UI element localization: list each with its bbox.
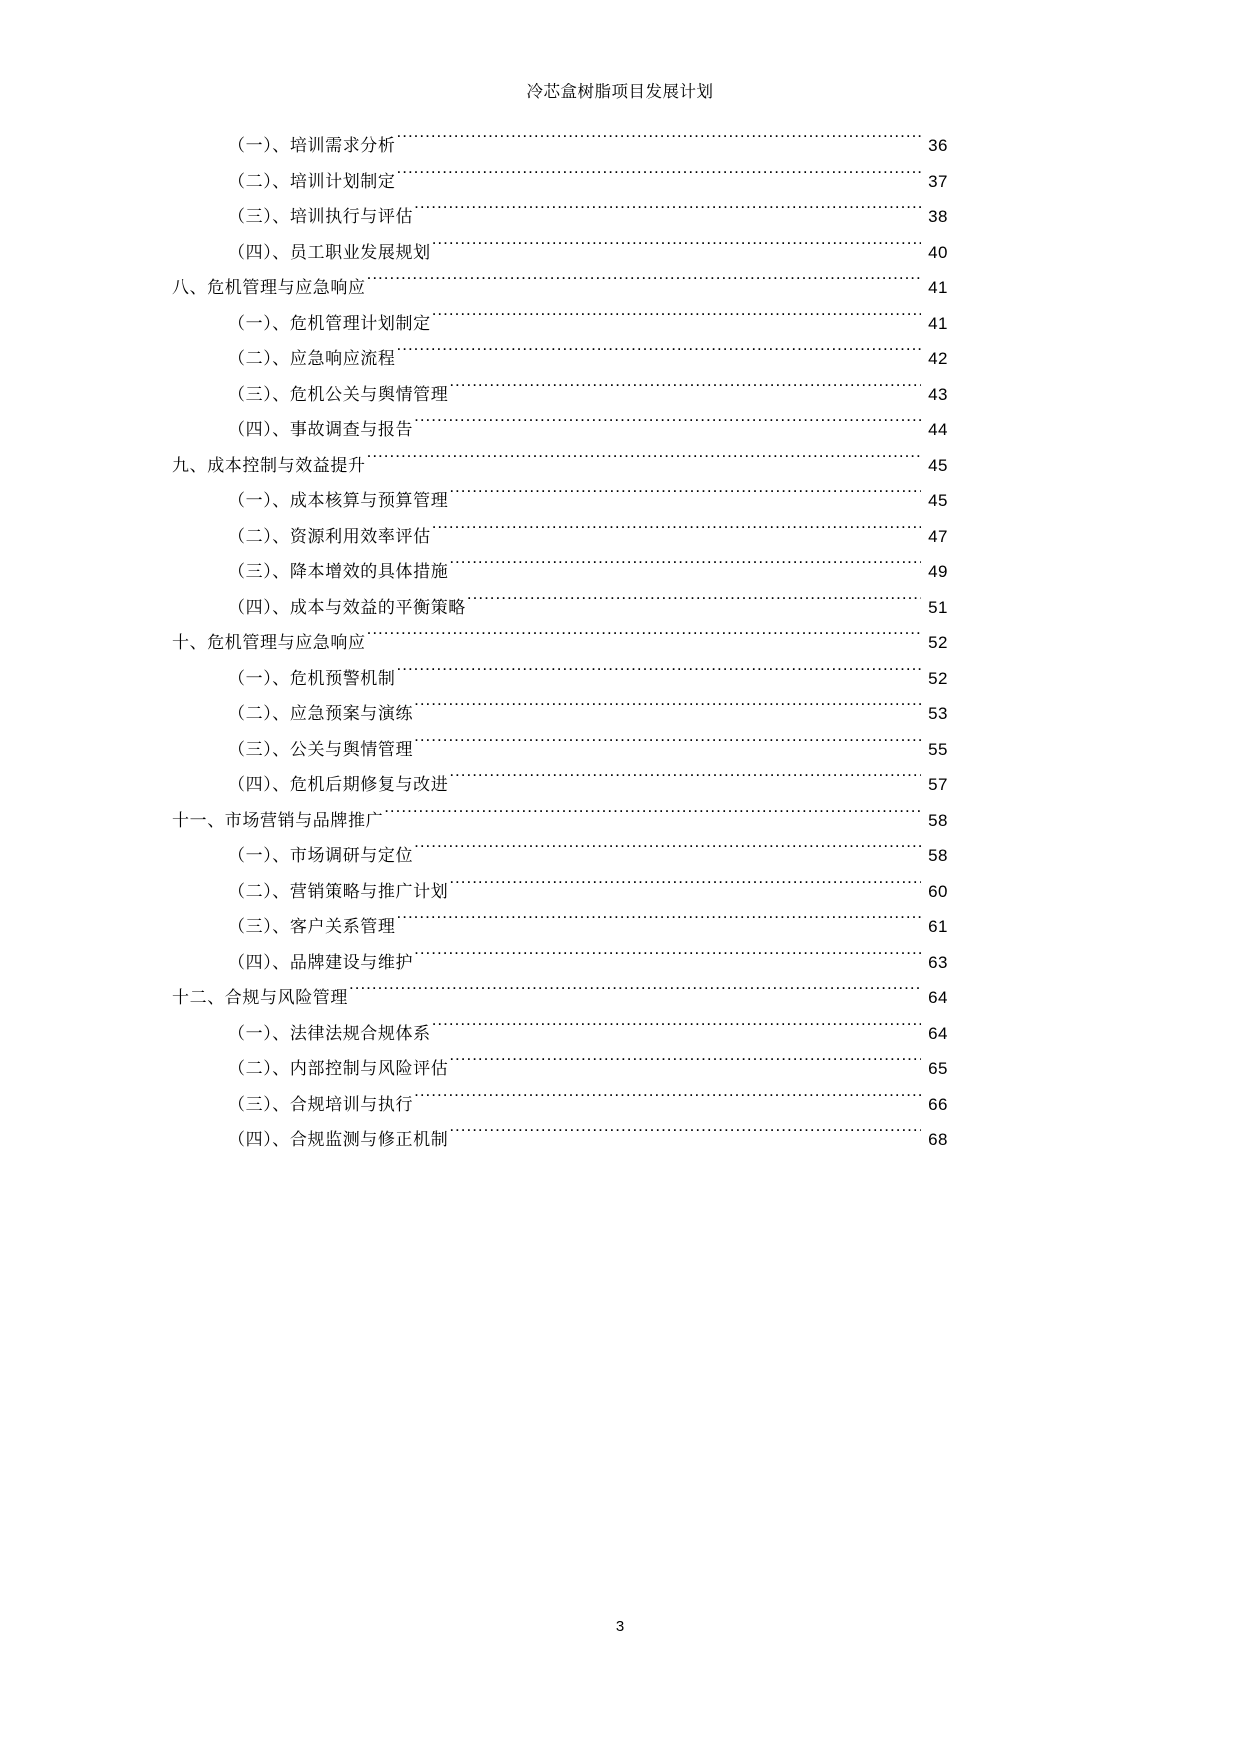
toc-entry[interactable] [172, 341, 948, 377]
toc-entry-page: 63 [928, 952, 948, 972]
toc-entry-page: 68 [928, 1130, 948, 1149]
toc-entry[interactable] [172, 1051, 948, 1087]
toc-entry[interactable] [172, 519, 948, 555]
toc-entry-label: （三）、合规培训与执行 [228, 1094, 414, 1114]
toc-entry[interactable] [172, 1087, 948, 1123]
toc-leader-dots [414, 738, 921, 755]
toc-entry-label: （四）、危机后期修复与改进 [228, 775, 449, 794]
toc-entry-page: 58 [928, 846, 948, 865]
toc-entry-label: （一）、成本核算与预算管理 [228, 491, 449, 510]
toc-entry-label: （一）、培训需求分析 [228, 136, 396, 155]
toc-entry-label: （二）、应急预案与演练 [228, 704, 414, 723]
toc-entry-page: 37 [928, 171, 948, 191]
toc-leader-dots [432, 241, 921, 258]
toc-leader-dots [397, 915, 922, 932]
toc-entry-page: 60 [928, 881, 948, 901]
toc-leader-dots [397, 347, 922, 364]
toc-entry-page: 64 [928, 1023, 948, 1043]
toc-leader-dots [397, 170, 922, 187]
toc-entry-label: 九、成本控制与效益提升 [172, 455, 366, 475]
toc-leader-dots [414, 702, 921, 719]
toc-entry-page: 53 [928, 704, 948, 723]
toc-entry-label: （一）、市场调研与定位 [228, 846, 414, 865]
toc-entry[interactable] [172, 448, 948, 484]
toc-entry-page: 52 [928, 668, 948, 688]
toc-leader-dots [467, 596, 921, 613]
toc-leader-dots [449, 880, 921, 897]
toc-entry-label: （三）、降本增效的具体措施 [228, 562, 449, 581]
toc-entry-label: （四）、合规监测与修正机制 [228, 1130, 449, 1149]
toc-entry-page: 36 [928, 136, 948, 155]
toc-entry-label: （三）、公关与舆情管理 [228, 739, 414, 759]
toc-entry-label: （一）、法律法规合规体系 [228, 1023, 431, 1043]
toc-entry[interactable] [172, 483, 948, 519]
toc-entry-page: 40 [928, 242, 948, 262]
table-of-contents [172, 128, 948, 1158]
toc-entry-page: 47 [928, 526, 948, 546]
toc-entry[interactable] [172, 306, 948, 342]
toc-entry[interactable] [172, 1122, 948, 1158]
toc-leader-dots [449, 1057, 921, 1074]
toc-entry-label: （二）、内部控制与风险评估 [228, 1059, 449, 1078]
toc-entry-page: 64 [928, 988, 948, 1007]
toc-entry-label: 八、危机管理与应急响应 [172, 278, 366, 297]
toc-entry-page: 57 [928, 775, 948, 794]
toc-entry-label: 十一、市场营销与品牌推广 [172, 810, 384, 830]
toc-entry-label: （三）、培训执行与评估 [228, 207, 414, 226]
toc-entry[interactable] [172, 377, 948, 413]
toc-entry[interactable] [172, 199, 948, 235]
toc-entry[interactable] [172, 412, 948, 448]
toc-leader-dots [432, 1022, 921, 1039]
toc-entry-label: （一）、危机管理计划制定 [228, 313, 431, 333]
toc-entry-page: 45 [928, 491, 948, 510]
toc-entry-label: （二）、资源利用效率评估 [228, 526, 431, 546]
toc-entry[interactable] [172, 980, 948, 1016]
toc-leader-dots [414, 418, 921, 435]
toc-entry-label: （二）、应急响应流程 [228, 349, 396, 368]
toc-leader-dots [449, 383, 921, 400]
toc-leader-dots [414, 205, 921, 222]
toc-leader-dots [449, 560, 921, 577]
toc-entry-page: 41 [928, 313, 948, 333]
toc-entry[interactable] [172, 909, 948, 945]
page-number: 3 [615, 1618, 625, 1635]
toc-entry[interactable] [172, 625, 948, 661]
toc-entry[interactable] [172, 838, 948, 874]
toc-entry-label: 十、危机管理与应急响应 [172, 633, 366, 652]
page-header: 冷芯盒树脂项目发展计划 [526, 83, 714, 101]
toc-entry-label: （三）、危机公关与舆情管理 [228, 384, 449, 404]
toc-entry-page: 58 [928, 810, 948, 830]
toc-entry-label: （四）、事故调查与报告 [228, 420, 414, 439]
toc-leader-dots [449, 1128, 921, 1145]
toc-entry[interactable] [172, 874, 948, 910]
toc-leader-dots [367, 631, 921, 648]
toc-entry[interactable] [172, 696, 948, 732]
toc-entry[interactable] [172, 235, 948, 271]
toc-entry[interactable] [172, 1016, 948, 1052]
toc-leader-dots [432, 312, 921, 329]
toc-entry[interactable] [172, 128, 948, 164]
toc-entry-page: 41 [928, 278, 948, 297]
toc-entry-label: （二）、营销策略与推广计划 [228, 881, 449, 901]
toc-entry[interactable] [172, 270, 948, 306]
toc-entry-label: （四）、品牌建设与维护 [228, 952, 414, 972]
toc-entry[interactable] [172, 945, 948, 981]
toc-leader-dots [449, 773, 921, 790]
toc-entry-page: 52 [928, 633, 948, 652]
toc-entry[interactable] [172, 164, 948, 200]
toc-entry[interactable] [172, 803, 948, 839]
toc-entry-page: 55 [928, 739, 948, 759]
toc-entry-page: 43 [928, 384, 948, 404]
toc-entry-page: 44 [928, 420, 948, 439]
toc-entry-label: （四）、成本与效益的平衡策略 [228, 597, 466, 617]
toc-leader-dots [414, 951, 921, 968]
toc-entry-page: 51 [928, 597, 948, 617]
toc-leader-dots [414, 1093, 921, 1110]
toc-entry-page: 65 [928, 1059, 948, 1078]
toc-leader-dots [397, 134, 922, 151]
toc-entry-page: 38 [928, 207, 948, 226]
toc-leader-dots [449, 489, 921, 506]
toc-leader-dots [367, 276, 921, 293]
toc-leader-dots [349, 986, 921, 1003]
toc-leader-dots [384, 809, 921, 826]
toc-entry[interactable] [172, 554, 948, 590]
toc-entry-page: 45 [928, 455, 948, 475]
toc-entry[interactable] [172, 661, 948, 697]
toc-leader-dots [397, 667, 922, 684]
toc-entry-page: 49 [928, 562, 948, 581]
toc-entry[interactable] [172, 732, 948, 768]
toc-entry-label: （二）、培训计划制定 [228, 171, 396, 191]
toc-entry-label: （三）、客户关系管理 [228, 917, 396, 936]
toc-entry-label: （一）、危机预警机制 [228, 668, 396, 688]
toc-leader-dots [367, 454, 921, 471]
toc-leader-dots [432, 525, 921, 542]
toc-leader-dots [414, 844, 921, 861]
toc-entry-page: 66 [928, 1094, 948, 1114]
toc-entry[interactable] [172, 590, 948, 626]
toc-entry[interactable] [172, 767, 948, 803]
toc-entry-label: （四）、员工职业发展规划 [228, 242, 431, 262]
toc-entry-page: 42 [928, 349, 948, 368]
toc-entry-label: 十二、合规与风险管理 [172, 988, 348, 1007]
toc-entry-page: 61 [928, 917, 948, 936]
